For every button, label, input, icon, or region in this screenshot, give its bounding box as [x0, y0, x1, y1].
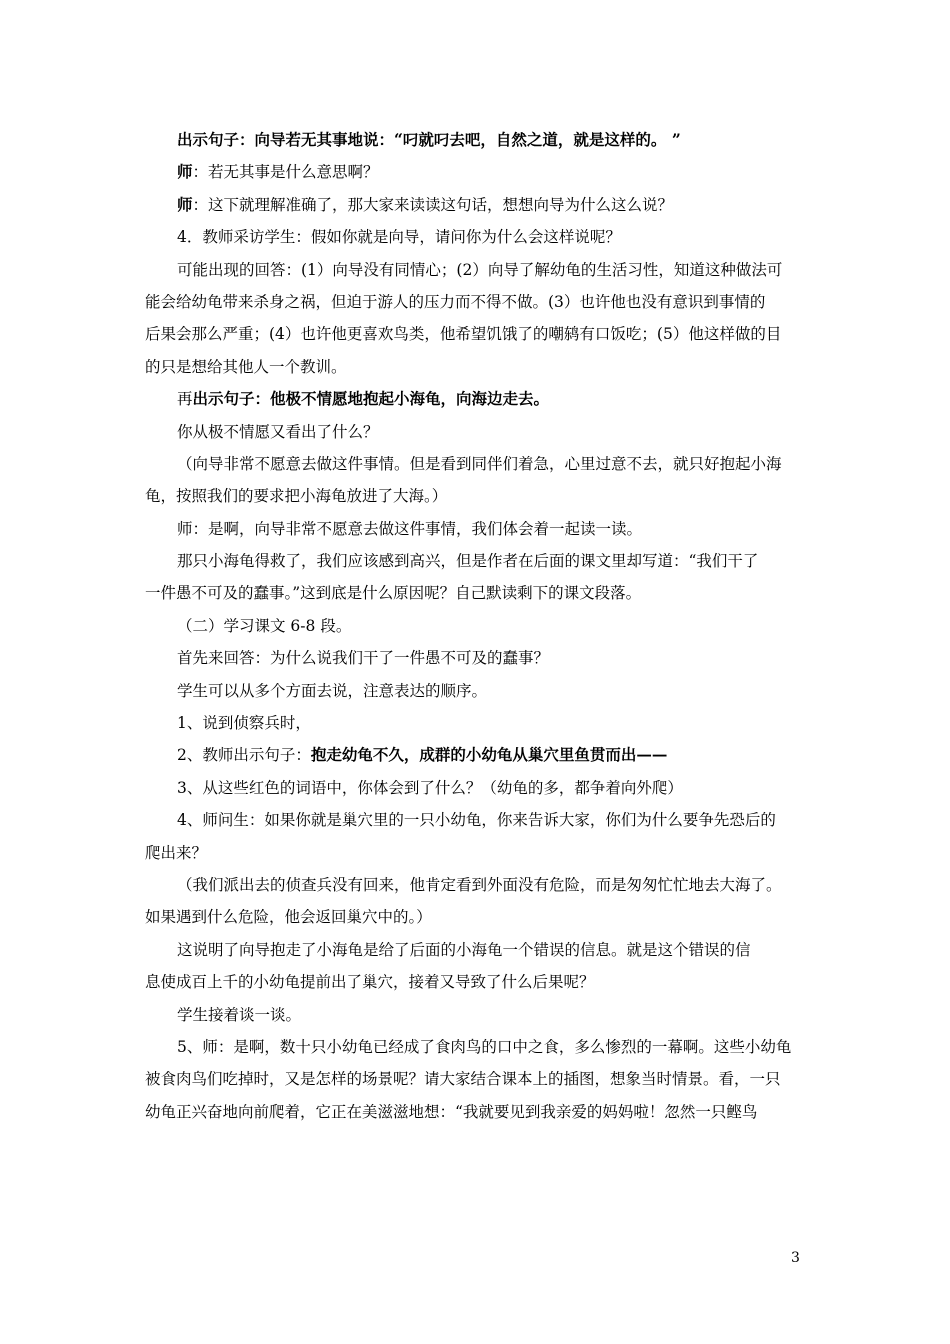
- text-line: [145, 999, 809, 1031]
- text-line: [145, 318, 809, 350]
- text-line: [145, 804, 809, 836]
- text-line: [145, 448, 809, 480]
- text-segment: 首先来回答：为什么说我们干了一件愚不可及的蠢事？: [177, 649, 550, 668]
- text-segment: 你从极不情愿又看出了什么？: [177, 422, 379, 441]
- text-segment: 爬出来？: [145, 843, 208, 862]
- text-line: [145, 545, 809, 577]
- text-segment: 息使成百上千的小幼龟提前出了巢穴，接着又导致了什么后果呢？: [145, 973, 595, 992]
- text-line: [145, 934, 809, 966]
- text-line: [145, 286, 809, 318]
- text-segment: 3、从这些红色的词语中，你体会到了什么？（幼龟的多，都争着向外爬）: [177, 778, 683, 797]
- text-line: [145, 1063, 809, 1095]
- text-line: [145, 221, 809, 253]
- text-segment: 学生可以从多个方面去说，注意表达的顺序。: [177, 681, 488, 700]
- text-segment: 这说明了向导抱走了小海龟是给了后面的小海龟一个错误的信息。就是这个错误的信: [177, 940, 751, 959]
- text-segment: 后果会那么严重；(4）也许他更喜欢鸟类，他希望饥饿了的嘲鸫有口饭吃；(5）他这样做的目: [145, 325, 782, 344]
- text-segment: 可能出现的回答：(1）向导没有同情心；(2）向导了解幼龟的生活习性，知道这种做法可: [177, 260, 783, 279]
- text-line: [145, 837, 809, 869]
- text-line: [145, 707, 809, 739]
- text-segment: 学生接着谈一谈。: [177, 1005, 302, 1024]
- text-line: [145, 416, 809, 448]
- text-line: [145, 869, 809, 901]
- text-line: [145, 124, 809, 156]
- text-line: [145, 901, 809, 933]
- bold-text-segment: 师: [177, 194, 193, 214]
- bold-text-segment: 出示句子：他极不情愿地抱起小海龟，向海边走去。: [192, 389, 550, 409]
- text-line: [145, 772, 809, 804]
- text-segment: （二）学习课文 6-8 段。: [177, 616, 352, 635]
- bold-text-segment: 师: [177, 162, 193, 182]
- text-segment: 1、说到侦察兵时，: [177, 714, 311, 733]
- text-line: [145, 156, 809, 188]
- text-segment: 被食肉鸟们吃掉时，又是怎样的场景呢？请大家结合课本上的插图，想象当时情景。看，一只: [145, 1070, 781, 1089]
- text-segment: 如果遇到什么危险，他会返回巢穴中的。）: [145, 908, 432, 927]
- text-segment: ：这下就理解准确了，那大家来读读这句话，想想向导为什么这么说？: [192, 195, 674, 214]
- text-segment: （向导非常不愿意去做这件事情。但是看到同伴们着急，心里过意不去，就只好抱起小海: [177, 454, 782, 473]
- text-line: [145, 1031, 809, 1063]
- text-line: [145, 675, 809, 707]
- text-segment: （我们派出去的侦查兵没有回来，他肯定看到外面没有危险，而是匆匆忙忙地去大海了。: [177, 875, 782, 894]
- text-line: [145, 189, 809, 221]
- text-segment: 一件愚不可及的蠢事。”这到底是什么原因呢？自己默读剩下的课文段落。: [145, 584, 642, 603]
- text-line: [145, 254, 809, 286]
- page-number: 3: [791, 1250, 800, 1266]
- text-segment: 师：是啊，向导非常不愿意去做这件事情，我们体会着一起读一读。: [177, 519, 643, 538]
- text-line: [145, 351, 809, 383]
- text-segment: 龟，按照我们的要求把小海龟放进了大海。）: [145, 487, 448, 506]
- text-segment: 5、师：是啊，数十只小幼龟已经成了食肉鸟的口中之食，多么惨烈的一幕啊。这些小幼龟: [177, 1037, 792, 1056]
- text-line: [145, 966, 809, 998]
- bold-text-segment: 出示句子：向导若无其事地说：“叼就叼去吧，自然之道，就是这样的。 ”: [177, 130, 681, 149]
- text-line: [145, 610, 809, 642]
- text-segment: 再: [177, 390, 193, 409]
- text-segment: 2、教师出示句子：: [177, 746, 311, 765]
- text-segment: 能会给幼龟带来杀身之祸，但迫于游人的压力而不得不做。(3）也许他也没有意识到事情的: [145, 292, 766, 311]
- text-segment: ：若无其事是什么意思啊？: [192, 163, 379, 182]
- text-line: [145, 739, 809, 771]
- document-body: [145, 124, 809, 1128]
- bold-text-segment: 抱走幼龟不久，成群的小幼龟从巢穴里鱼贯而出——: [310, 745, 668, 765]
- text-line: [145, 480, 809, 512]
- text-line: [145, 383, 809, 415]
- text-segment: 幼龟正兴奋地向前爬着，它正在美滋滋地想：“我就要见到我亲爱的妈妈啦！忽然一只鲣鸟: [145, 1102, 758, 1121]
- text-segment: 4．教师采访学生：假如你就是向导，请问你为什么会这样说呢？: [177, 228, 621, 247]
- text-segment: 4、师问生：如果你就是巢穴里的一只小幼龟，你来告诉大家，你们为什么要争先恐后的: [177, 811, 776, 830]
- text-line: [145, 642, 809, 674]
- text-line: [145, 1096, 809, 1128]
- text-segment: 那只小海龟得救了，我们应该感到高兴，但是作者在后面的课文里却写道：“我们干了: [177, 552, 759, 571]
- text-segment: 的只是想给其他人一个教训。: [145, 357, 347, 376]
- text-line: [145, 513, 809, 545]
- text-line: [145, 577, 809, 609]
